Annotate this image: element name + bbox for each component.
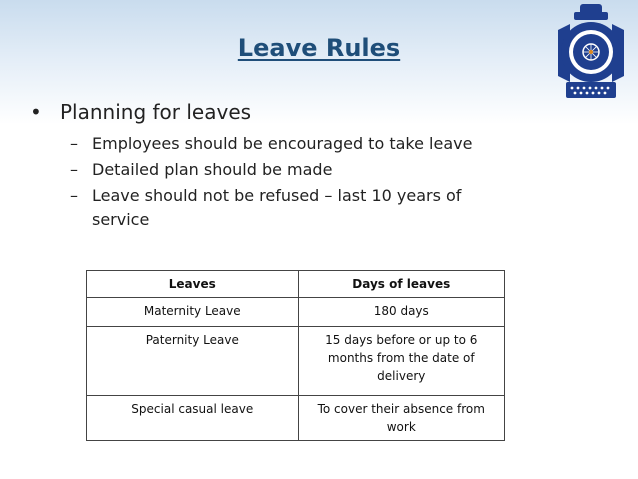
sub-item (70, 184, 530, 232)
table-cell: 180 days (298, 298, 504, 327)
dash-marker: – (70, 134, 78, 153)
table-cell: 15 days before or up to 6 months from the date of delivery (298, 327, 504, 396)
dash-marker: – (70, 186, 78, 205)
slide-title-text: Leave Rules (237, 34, 401, 62)
table-cell: Maternity Leave (87, 298, 299, 327)
bullet-marker: • (30, 100, 42, 124)
bullet-list (30, 98, 530, 234)
slide-title (0, 34, 638, 62)
indian-railways-emblem-icon (554, 2, 628, 106)
leave-table (86, 270, 505, 441)
table-row (87, 298, 505, 327)
table-cell: Paternity Leave (87, 327, 299, 396)
bullet-item (30, 98, 530, 126)
sub-item (70, 132, 530, 156)
sub-item-text: Employees should be encouraged to take leave (92, 134, 473, 153)
table-cell: To cover their absence from work (298, 396, 504, 441)
table-row (87, 396, 505, 441)
sub-item-text: Detailed plan should be made (92, 160, 333, 179)
table-cell: Special casual leave (87, 396, 299, 441)
sub-list (70, 132, 530, 232)
column-header-leaves: Leaves (87, 271, 299, 298)
bullet-text: Planning for leaves (60, 100, 252, 124)
column-header-days: Days of leaves (298, 271, 504, 298)
table-row (87, 327, 505, 396)
sub-item-text: Leave should not be refused – last 10 years of service (92, 186, 462, 229)
dash-marker: – (70, 160, 78, 179)
table-header-row (87, 271, 505, 298)
sub-item (70, 158, 530, 182)
